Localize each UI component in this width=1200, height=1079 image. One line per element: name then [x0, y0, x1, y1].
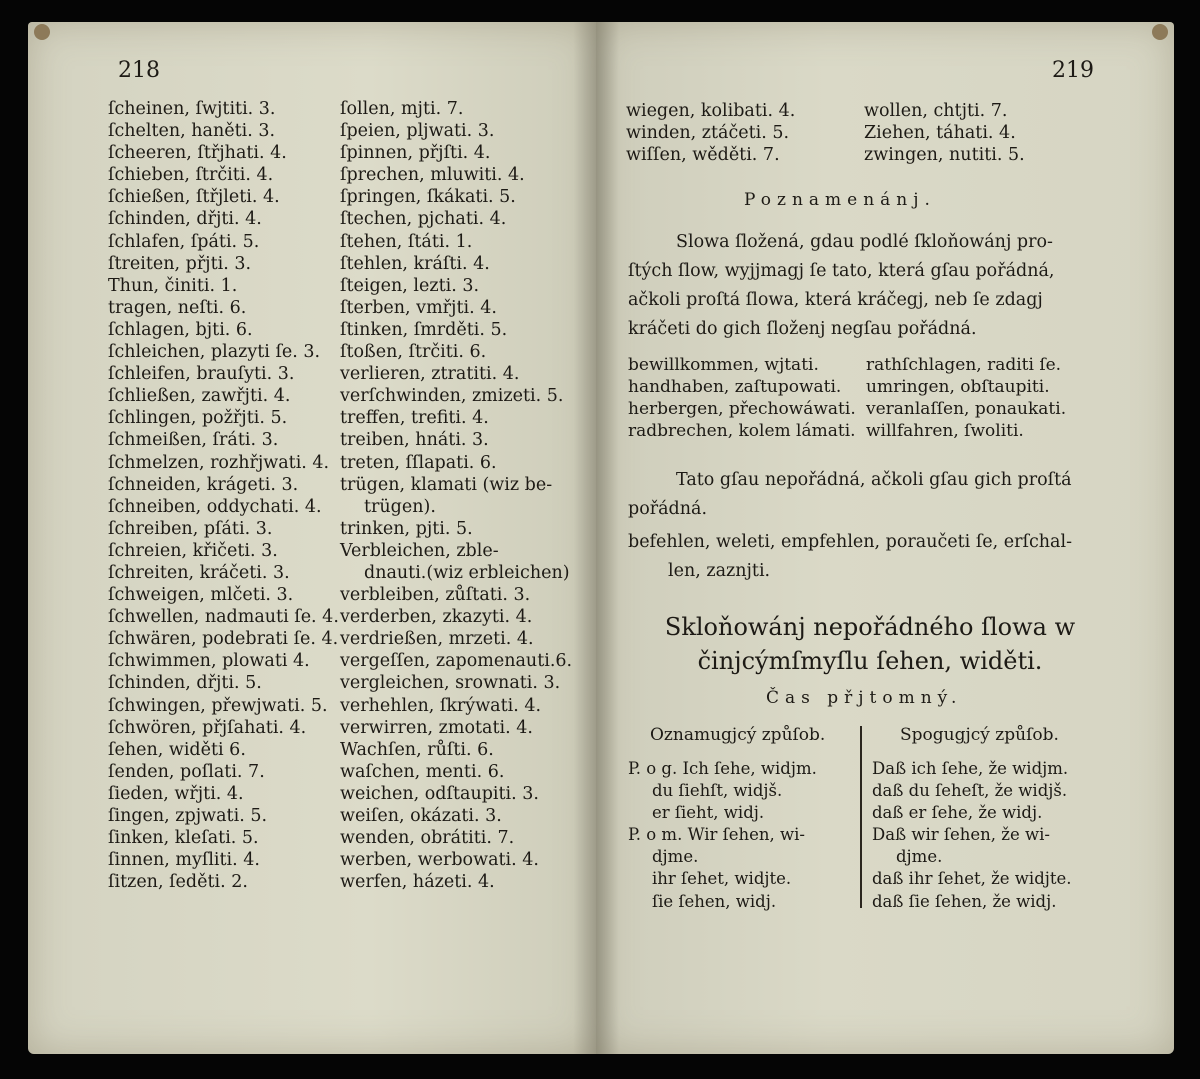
- text-line: du ſiehſt, widjš.: [652, 781, 783, 801]
- text-line: veranlaſſen, ponaukati.: [866, 399, 1067, 420]
- text-line: verwirren, zmotati. 4.: [340, 717, 533, 738]
- subjunctive-title: Spogugjcý způſob.: [900, 725, 1059, 745]
- text-line: wiegen, kolibati. 4.: [626, 101, 796, 121]
- text-line: tragen, neſti. 6.: [108, 297, 247, 318]
- tense-heading: Čas přjtomný.: [766, 688, 963, 708]
- text-line: werfen, házeti. 4.: [340, 872, 495, 893]
- text-line: ſchneiden, krágeti. 3.: [108, 474, 299, 495]
- text-line: ſpringen, ſkákati. 5.: [340, 187, 516, 208]
- text-line: verlieren, ztratiti. 4.: [340, 364, 520, 385]
- paragraph-2: [628, 466, 1072, 524]
- text-line: ſie ſehen, widj.: [652, 891, 777, 911]
- text-line: verſchwinden, zmizeti. 5.: [340, 386, 564, 407]
- text-line: radbrechen, kolem lámati.: [628, 421, 856, 442]
- text-line: ſchlingen, požřjti. 5.: [108, 408, 288, 429]
- text-line: ſchreiten, kráčeti. 3.: [108, 562, 290, 583]
- text-line: verhehlen, ſkrýwati. 4.: [340, 695, 542, 716]
- text-line: P. o m. Wir ſehen, wi-: [628, 825, 805, 845]
- subjunctive-conjugation: [872, 758, 1072, 913]
- text-line: ſollen, mjti. 7.: [340, 99, 464, 119]
- text-line: djme.: [896, 847, 943, 867]
- page-corner-mark: [34, 24, 50, 40]
- text-line: ſchwören, přjſahati. 4.: [108, 717, 307, 738]
- text-line: ſchleifen, brauſyti. 3.: [108, 364, 295, 385]
- text-line: dnauti.(wiz erbleichen): [364, 562, 570, 583]
- text-line: ſchieben, ſtrčiti. 4.: [108, 165, 274, 186]
- text-line: vergeſſen, zapomenauti.6.: [340, 651, 573, 672]
- text-line: kráčeti do gich ſloženj negſau pořádná.: [628, 319, 977, 339]
- text-line: verbleiben, zůſtati. 3.: [340, 585, 531, 606]
- left-column-1: [108, 98, 339, 893]
- text-line: er ſieht, widj.: [652, 803, 765, 823]
- text-line: werben, werbowati. 4.: [340, 850, 539, 871]
- conjugation-heading: [600, 610, 1140, 678]
- left-column-2: [340, 98, 572, 893]
- text-line: ihr ſehet, widjte.: [652, 869, 792, 889]
- text-line: ſtoßen, ſtrčiti. 6.: [340, 342, 487, 363]
- text-line: ſchelten, haněti. 3.: [108, 121, 276, 142]
- text-line: ſchmeißen, ſráti. 3.: [108, 430, 279, 451]
- text-line: Slowa ſložená, gdau podlé ſkloňowánj pro-: [676, 232, 1053, 252]
- text-line: ſchneiben, oddychati. 4.: [108, 496, 322, 517]
- text-line: ſinnen, myſliti. 4.: [108, 850, 260, 871]
- text-line: ſprechen, mluwiti. 4.: [340, 165, 525, 186]
- text-line: wollen, chtjti. 7.: [864, 101, 1008, 121]
- text-line: ſchwimmen, plowati 4.: [108, 651, 310, 672]
- text-line: ſtých ſlow, wyjjmagj ſe tato, která gſau pořádná,: [628, 261, 1055, 281]
- paragraph-1: [628, 228, 1054, 344]
- section-heading: Poznamenánj.: [744, 190, 936, 210]
- text-line: trügen).: [364, 496, 436, 517]
- right-top-column-2: [864, 100, 1025, 166]
- text-line: ſchleichen, plazyti ſe. 3.: [108, 342, 321, 363]
- page-corner-mark: [1152, 24, 1168, 40]
- text-line: ſieden, wřjti. 4.: [108, 783, 244, 804]
- text-line: ſcheeren, ſtřjhati. 4.: [108, 143, 287, 164]
- text-line: trügen, klamati (wiz be-: [340, 474, 553, 495]
- text-line: Tato gſau nepořádná, ačkoli gſau gich proſtá: [676, 470, 1072, 490]
- text-line: Daß ich ſehe, že widjm.: [872, 759, 1069, 778]
- text-line: daß du ſeheſt, že widjš.: [872, 781, 1068, 801]
- text-line: ſchreien, křičeti. 3.: [108, 540, 278, 561]
- text-line: zwingen, nutiti. 5.: [864, 145, 1025, 166]
- text-line: ſchlafen, ſpáti. 5.: [108, 231, 260, 252]
- text-line: ſinken, kleſati. 5.: [108, 828, 259, 849]
- paragraph-3: [628, 528, 1072, 586]
- text-line: ſchwingen, přewjwati. 5.: [108, 695, 328, 716]
- text-line: len, zaznjti.: [668, 561, 771, 581]
- text-line: Wachſen, růſti. 6.: [340, 739, 494, 760]
- text-line: ſtinken, ſmrděti. 5.: [340, 319, 508, 340]
- text-line: ſtehen, ſtáti. 1.: [340, 231, 473, 252]
- text-line: willfahren, ſwoliti.: [866, 421, 1024, 442]
- right-top-column-1: [626, 100, 795, 166]
- text-line: ſpeien, pljwati. 3.: [340, 121, 495, 142]
- text-line: ſenden, poſlati. 7.: [108, 761, 265, 782]
- text-line: ſterben, vmřjti. 4.: [340, 297, 497, 318]
- text-line: trinken, pjti. 5.: [340, 518, 473, 539]
- text-line: P. o g. Ich ſehe, widjm.: [628, 759, 817, 778]
- text-line: weichen, odſtaupiti. 3.: [340, 783, 539, 804]
- text-line: daß ſie ſehen, že widj.: [872, 891, 1057, 911]
- text-line: ſteigen, lezti. 3.: [340, 275, 480, 296]
- text-line: ſtreiten, přjti. 3.: [108, 253, 252, 274]
- text-line: daß er ſehe, že widj.: [872, 803, 1043, 823]
- text-line: ſchwellen, nadmauti ſe. 4.: [108, 607, 339, 628]
- text-line: ſitzen, ſeděti. 2.: [108, 872, 248, 893]
- text-line: befehlen, weleti, empfehlen, poraučeti ſe, erſchal-: [628, 532, 1072, 552]
- text-line: Daß wir ſehen, že wi-: [872, 825, 1050, 845]
- text-line: Skloňowánj nepořádného ſlowa w činjcým: [664, 613, 1076, 675]
- text-line: ſchmelzen, rozhřjwati. 4.: [108, 452, 330, 473]
- text-line: Thun, činiti. 1.: [108, 275, 238, 296]
- text-line: verdrießen, mrzeti. 4.: [340, 629, 534, 650]
- text-line: daß ihr ſehet, že widjte.: [872, 869, 1072, 889]
- text-line: wiſſen, wěděti. 7.: [626, 145, 780, 166]
- indicative-conjugation: [628, 758, 817, 913]
- text-line: Verbleichen, zble-: [340, 540, 499, 561]
- text-line: treiben, hnáti. 3.: [340, 430, 489, 451]
- text-line: verderben, zkazyti. 4.: [340, 607, 533, 628]
- text-line: ſchinden, dřjti. 5.: [108, 673, 262, 694]
- regular-verbs-right: [866, 354, 1066, 442]
- text-line: ſcheinen, ſwjtiti. 3.: [108, 99, 276, 119]
- text-line: ſtechen, pjchati. 4.: [340, 209, 507, 230]
- regular-verbs-left: [628, 354, 856, 442]
- text-line: ačkoli proſtá ſlowa, která kráčegj, neb ſe zdagj: [628, 290, 1043, 310]
- page-number-right: 219: [1052, 58, 1094, 83]
- text-line: handhaben, zaſtupowati.: [628, 377, 842, 398]
- text-line: weiſen, okázati. 3.: [340, 806, 502, 826]
- text-line: rathſchlagen, raditi ſe.: [866, 355, 1062, 375]
- text-line: ſchließen, zawřjti. 4.: [108, 386, 291, 407]
- text-line: waſchen, menti. 6.: [340, 761, 505, 782]
- column-divider: [860, 726, 862, 908]
- text-line: vergleichen, srownati. 3.: [340, 673, 561, 694]
- text-line: djme.: [652, 847, 699, 867]
- text-line: treten, ſſlapati. 6.: [340, 452, 497, 473]
- text-line: ſingen, zpjwati. 5.: [108, 806, 268, 826]
- text-line: ſchlagen, bjti. 6.: [108, 319, 253, 340]
- text-line: ſchweigen, mlčeti. 3.: [108, 585, 294, 606]
- text-line: winden, ztáčeti. 5.: [626, 123, 790, 144]
- text-line: treffen, trefiti. 4.: [340, 408, 489, 429]
- text-line: ſchinden, dřjti. 4.: [108, 209, 262, 230]
- text-line: umringen, obſtaupiti.: [866, 377, 1050, 398]
- indicative-title: Oznamugjcý způſob.: [650, 725, 826, 745]
- text-line: bewillkommen, wjtati.: [628, 355, 819, 375]
- text-line: Ziehen, táhati. 4.: [864, 123, 1016, 144]
- text-line: ſchreiben, pſáti. 3.: [108, 518, 273, 539]
- text-line: ſpinnen, přjſti. 4.: [340, 143, 491, 164]
- text-line: ſchwären, podebrati ſe. 4.: [108, 629, 339, 650]
- text-line: herbergen, přechowáwati.: [628, 399, 856, 420]
- text-line: wenden, obrátiti. 7.: [340, 828, 515, 849]
- text-line: pořádná.: [628, 499, 708, 519]
- text-line: ſmyſlu ſehen, widěti.: [791, 647, 1043, 675]
- text-line: ſehen, widěti 6.: [108, 739, 246, 760]
- text-line: ſtehlen, kráſti. 4.: [340, 253, 490, 274]
- text-line: ſchießen, ſtřjleti. 4.: [108, 187, 280, 208]
- page-number-left: 218: [118, 58, 160, 83]
